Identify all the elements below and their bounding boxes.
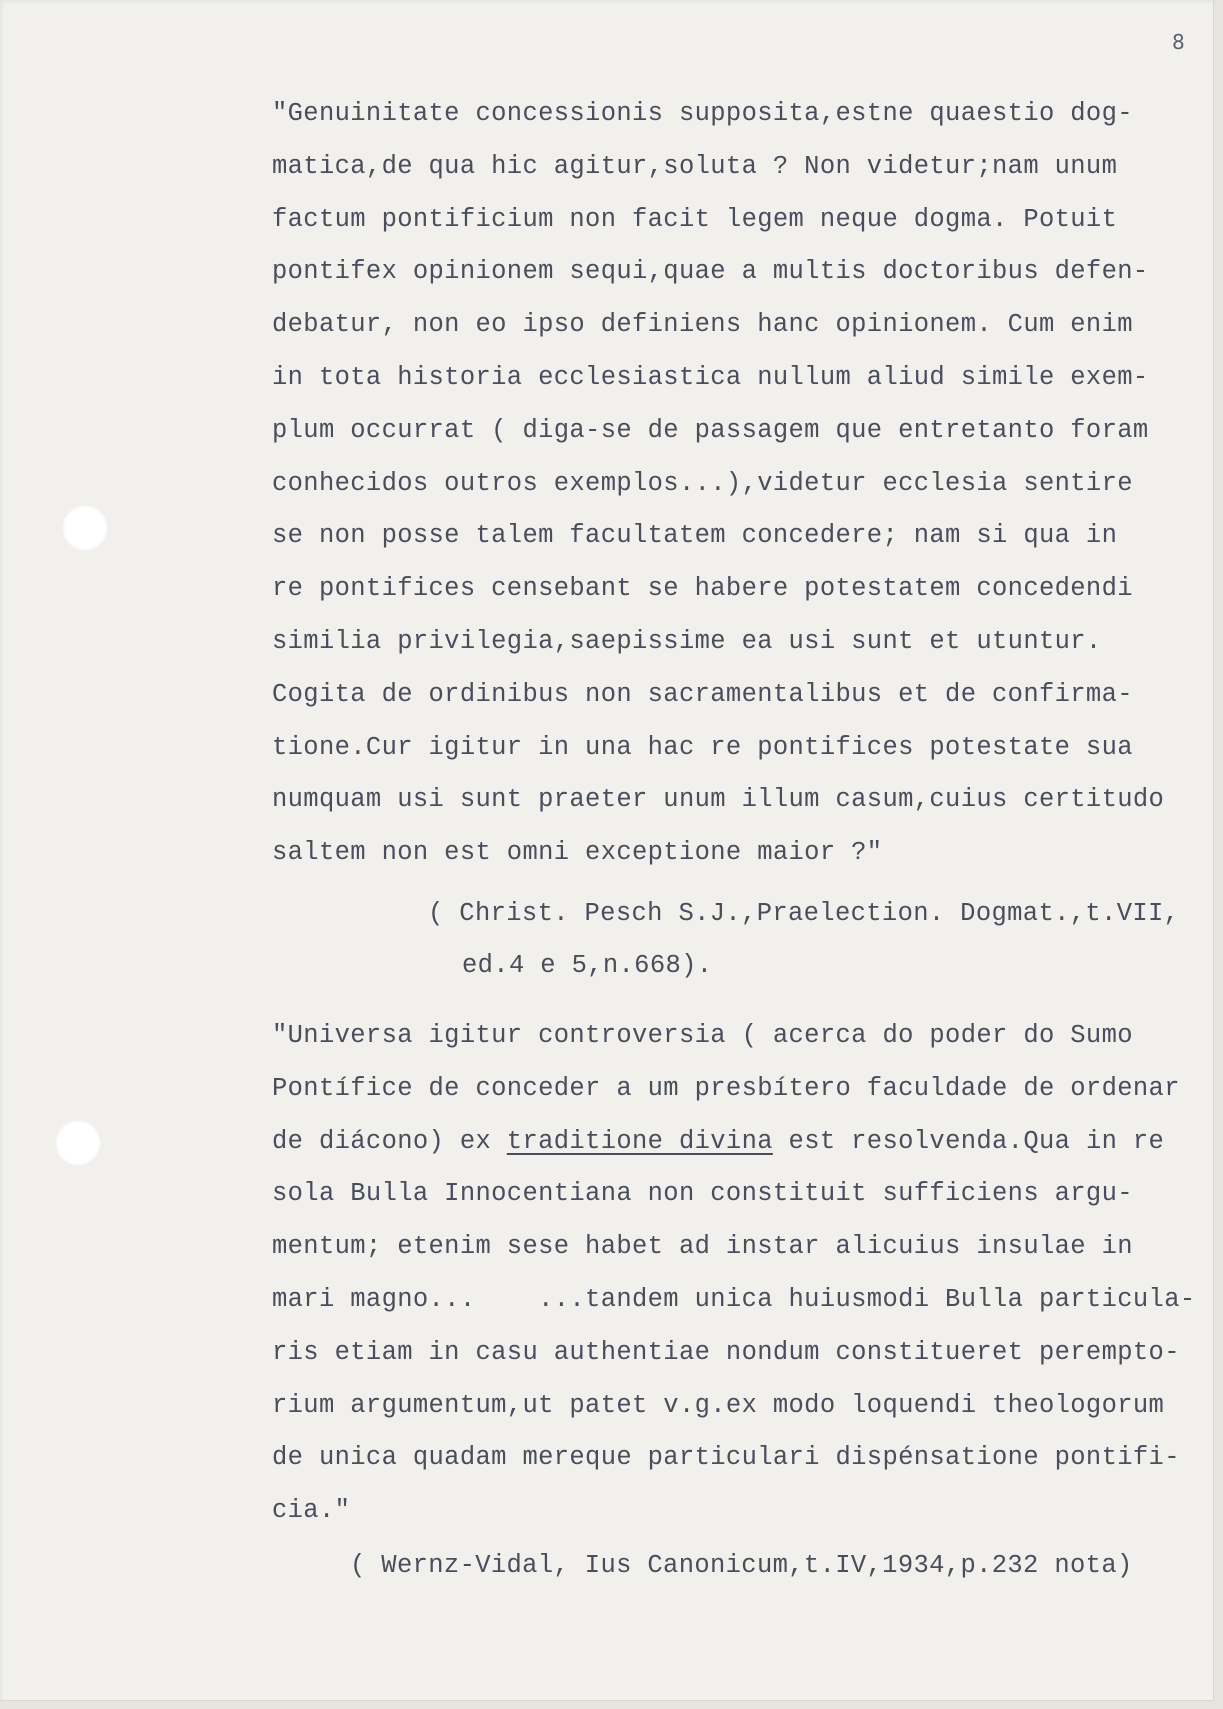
text-line: de unica quadam mereque particulari dispénsatione pontifi- bbox=[272, 1443, 1180, 1473]
text-line: tione.Cur igitur in una hac re pontifices potestate sua bbox=[272, 732, 1133, 762]
text-line: debatur, non eo ipso definiens hanc opinionem. Cum enim bbox=[272, 310, 1133, 340]
text-line: mari magno... ...tandem unica huiusmodi Bulla particula- bbox=[272, 1284, 1196, 1314]
text-line: cia." bbox=[272, 1496, 351, 1526]
text-line: sola Bulla Innocentiana non constituit sufficiens argu- bbox=[272, 1179, 1133, 1209]
text-line: Cogita de ordinibus non sacramentalibus et de confirma- bbox=[272, 679, 1133, 709]
text-line: re pontifices censebant se habere potestatem concedendi bbox=[272, 574, 1133, 604]
text-segment: est resolvenda.Qua in re bbox=[772, 1126, 1165, 1156]
text-line: se non posse talem facultatem concedere; nam si qua in bbox=[272, 521, 1118, 551]
text-line: plum occurrat ( diga-se de passagem que entretanto foram bbox=[272, 415, 1149, 445]
underlined-phrase: traditione divina bbox=[506, 1126, 773, 1156]
text-line: "Genuinitate concessionis supposita,estne quaestio dog- bbox=[272, 99, 1133, 128]
text-line: pontifex opinionem sequi,quae a multis doctoribus defen- bbox=[272, 257, 1149, 287]
citation-line: ( Christ. Pesch S.J.,Praelection. Dogmat.,t.VII, bbox=[428, 899, 1180, 928]
text-line: numquam usi sunt praeter unum illum casum,cuius certitudo bbox=[272, 785, 1165, 815]
text-line: rium argumentum,ut patet v.g.ex modo loquendi theologorum bbox=[272, 1390, 1165, 1420]
quote-pesch bbox=[272, 88, 1164, 880]
citation-pesch bbox=[428, 888, 1179, 992]
text-line: mentum; etenim sese habet ad instar alicuius insulae in bbox=[272, 1232, 1133, 1262]
text-line: "Universa igitur controversia ( acerca do poder do Sumo bbox=[272, 1021, 1133, 1050]
text-line: matica,de qua hic agitur,soluta ? Non videtur;nam unum bbox=[272, 151, 1118, 181]
text-line: similia privilegia,saepissime ea usi sunt et utuntur. bbox=[272, 626, 1102, 656]
citation-line: ( Wernz-Vidal, Ius Canonicum,t.IV,1934,p.232 nota) bbox=[350, 1551, 1133, 1580]
citation-line: ed.4 e 5,n.668). bbox=[462, 951, 713, 980]
text-line bbox=[272, 1116, 1196, 1169]
page-number: 8 bbox=[1172, 30, 1185, 54]
text-line: saltem non est omni exceptione maior ?" bbox=[272, 838, 883, 868]
text-line: ris etiam in casu authentiae nondum constitueret perempto- bbox=[272, 1337, 1180, 1367]
citation-wernz-vidal bbox=[350, 1540, 1133, 1592]
punch-hole bbox=[55, 1120, 101, 1166]
quote-wernz-vidal bbox=[272, 1010, 1196, 1538]
text-line: in tota historia ecclesiastica nullum aliud simile exem- bbox=[272, 362, 1149, 392]
punch-hole bbox=[62, 505, 108, 551]
text-segment: de diácono) ex bbox=[272, 1126, 507, 1156]
text-line: conhecidos outros exemplos...),videtur ecclesia sentire bbox=[272, 468, 1133, 498]
text-line: factum pontificium non facit legem neque dogma. Potuit bbox=[272, 204, 1118, 234]
text-line: Pontífice de conceder a um presbítero faculdade de ordenar bbox=[272, 1073, 1180, 1103]
